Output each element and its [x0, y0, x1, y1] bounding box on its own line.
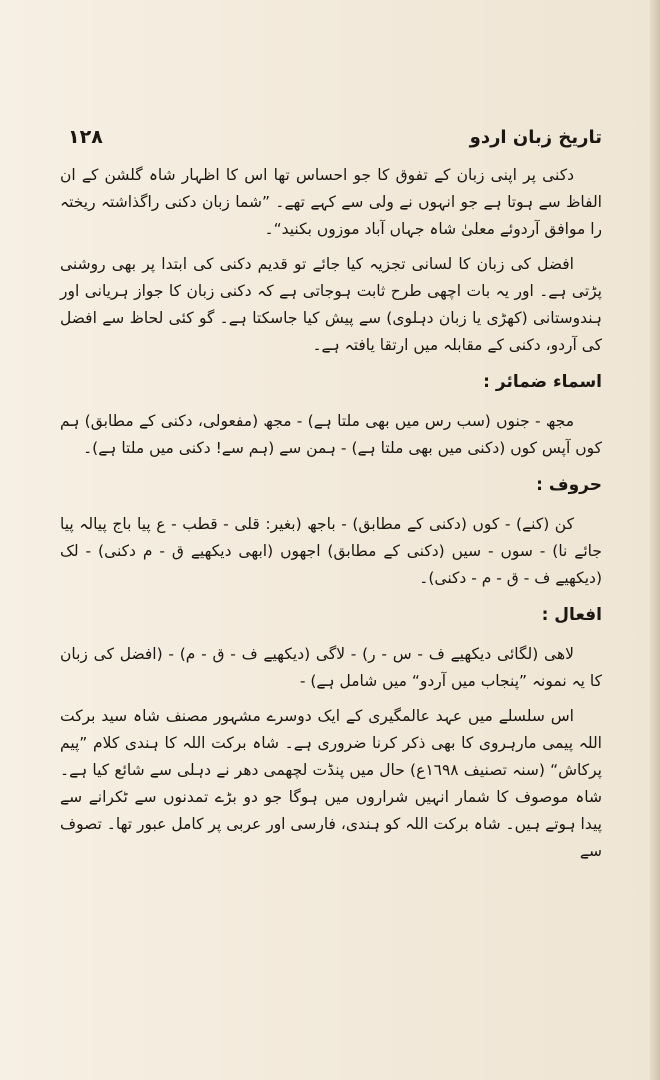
paragraph-particles: کن (کنے) - کوں (دکنی کے مطابق) - باجھ (بغیر: قلی - قطب - ع پیا باج پیالہ پیا جائے نا) - سوں - سیں (دکنی کے مطابق) اجھوں (ابھی دیکھیے ق - م دکنی) - لک (دیکھیے ف - ق - م - دکنی)۔	[60, 515, 602, 587]
running-title: تاریخ زبان اردو	[469, 126, 602, 148]
section-heading-pronouns: اسماء ضمائر :	[483, 372, 602, 392]
page-edge-shadow	[650, 0, 660, 1080]
page-body	[60, 162, 602, 873]
paragraph-pronouns: مجھ - جنوں (سب رس میں بھی ملتا ہے) - مجھ (مفعولی، دکنی کے مطابق) ہم کوں آپس کوں (دکنی میں بھی ملتا ہے) - ہمن سے (ہم سے! دکنی میں ملتا ہے)۔	[60, 412, 602, 457]
paragraph-verbs: لاھی (لگائی دیکھیے ف - س - ر) - لاگی (دیکھیے ف - ق - م) - (افضل کی زبان کا یہ نمونہ ”پنجاب میں آردو“ میں شامل ہے) -	[60, 645, 602, 690]
page-header	[68, 120, 602, 154]
section-heading-verbs: افعال :	[541, 605, 602, 625]
paragraph-barkatullah: اس سلسلے میں عہد عالمگیری کے ایک دوسرے مشہور مصنف شاہ سید برکت اللہ پیمی مارہروی کا بھی ذکر کرنا ضروری ہے۔ شاہ برکت اللہ کا ہندی کلام ”پیم پرکاش“ (سنہ تصنیف ١٦٩٨ع) حال میں پنڈت لچھمی دھر نے دہلی سے شائع کیا ہے۔ شاہ موصوف کا شمار انہیں شراروں میں ہوگا جو دو بڑے تمدنوں سے ٹکرانے سے پیدا ہوتے ہیں۔ شاہ برکت اللہ کو ہندی، فارسی اور عربی پر کامل عبور تھا۔ تصوف سے	[60, 707, 602, 860]
page-number: ١٢٨	[68, 126, 103, 148]
paragraph-2: افضل کی زبان کا لسانی تجزیہ کیا جائے تو قدیم دکنی کی ابتدا پر بھی روشنی پڑتی ہے۔ اور یہ بات اچھی طرح ثابت ہوجاتی ہے کہ دکنی زبان کا جواز ہریانی اور ہندوستانی (کھڑی یا زبان دہلوی) سے پیش کیا جاسکتا ہے۔ گو کئی لحاظ سے افضل کی آردو، دکنی کے مقابلہ میں ارتقا یافتہ ہے۔	[60, 255, 602, 354]
section-heading-particles: حروف :	[536, 475, 602, 495]
paragraph-1: دکنی پر اپنی زبان کے تفوق کا جو احساس تھا اس کا اظہار شاہ گلشن کے ان الفاظ سے ہوتا ہے جو انہوں نے ولی سے کہے تھے۔ ”شما زبان دکنی راگذاشتہ ریختہ را موافق آردوئے معلیٰ شاہ جہاں آباد موزوں بکنید“۔	[60, 166, 602, 238]
